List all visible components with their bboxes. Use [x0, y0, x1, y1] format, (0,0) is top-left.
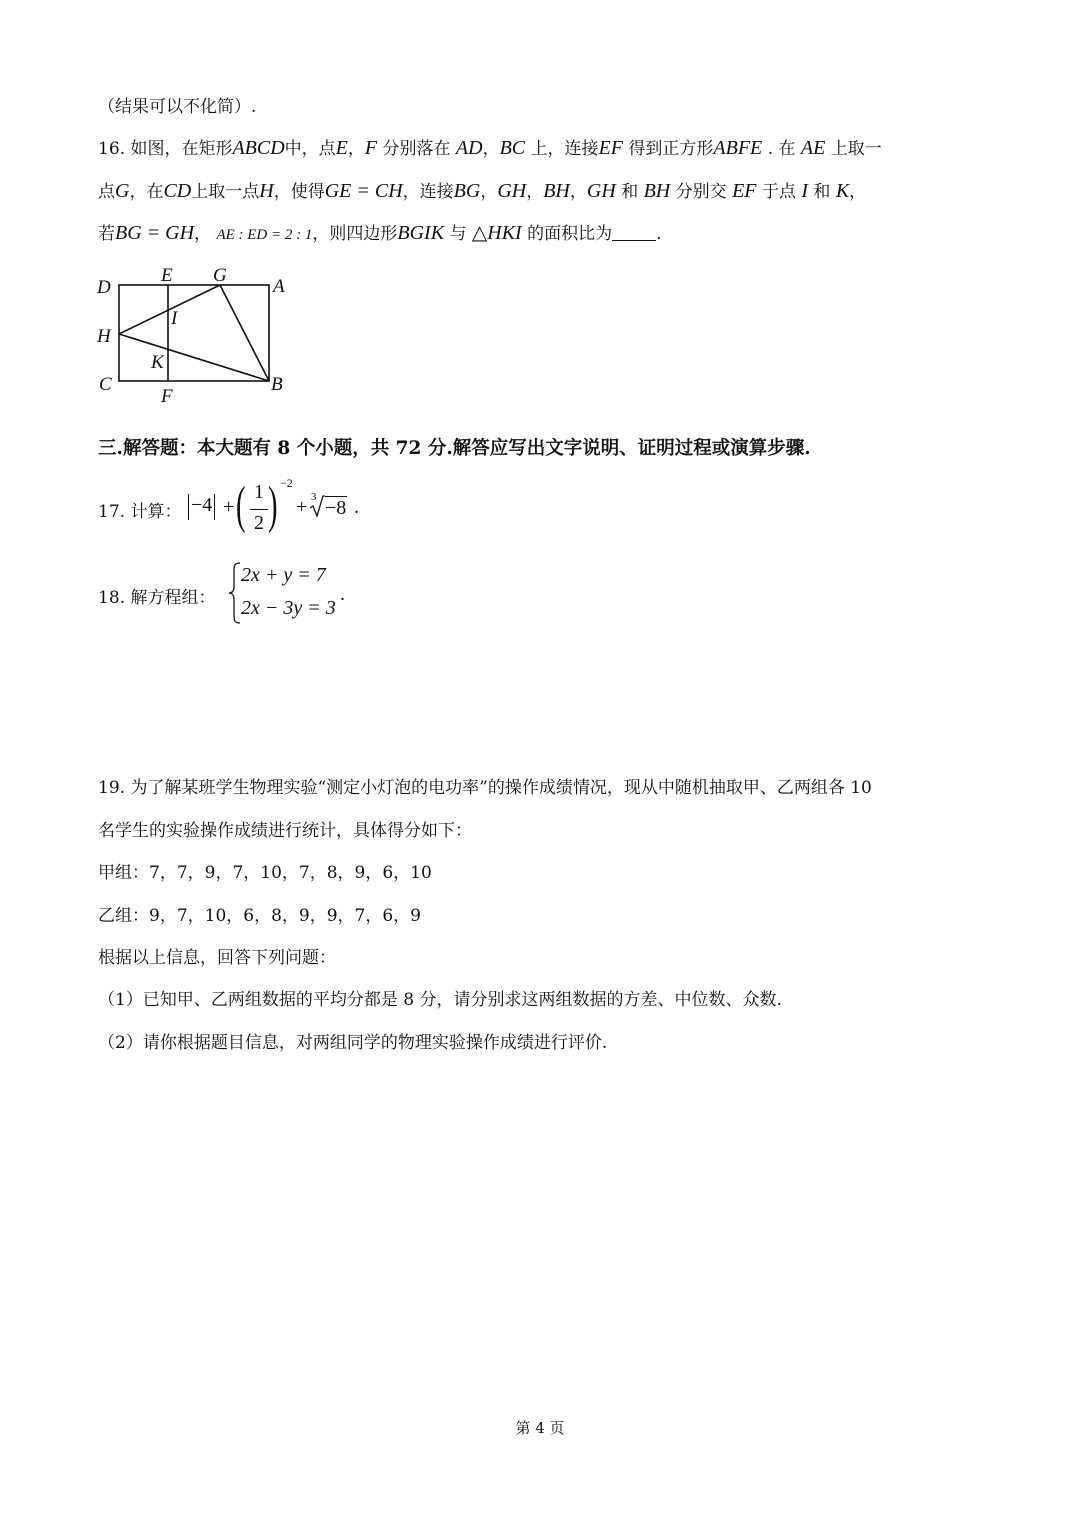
- math-term: BGIK: [397, 222, 445, 244]
- q17-frac-num: 1: [254, 481, 264, 503]
- q17-exponent: −2: [280, 476, 293, 490]
- q16-text: 上，连接: [530, 139, 599, 159]
- q16-line1: [98, 134, 882, 160]
- q19-line1: 19. 为了解某班学生物理实验“测定小灯泡的电功率”的操作成绩情况，现从中随机抽取甲、乙两组各 10: [98, 778, 872, 798]
- q16-text: 和: [813, 182, 831, 202]
- math-term: GH: [586, 180, 616, 202]
- math-term: H: [259, 180, 274, 202]
- q17-label: 计算：: [130, 502, 182, 522]
- q19-part1: （1）已知甲、乙两组数据的平均分都是 8 分，请分别求这两组数据的方差、中位数、众数.: [98, 990, 782, 1010]
- q19-group-a: 甲组：7，7，9，7，10，7，8，9，6，10: [98, 863, 432, 883]
- q16-text: ，在: [129, 182, 164, 202]
- label-e: E: [161, 265, 173, 286]
- math-term: AD: [455, 137, 483, 159]
- q19-group-b: 乙组：9，7，10，6，8，9，9，7，6，9: [98, 906, 421, 926]
- answer-blank[interactable]: [612, 224, 656, 241]
- label-h: H: [97, 326, 111, 347]
- q17-number-label: [98, 497, 181, 522]
- q17-frac-den: 2: [254, 512, 264, 534]
- q16-text: 分别落在: [382, 139, 451, 159]
- math-term: E: [335, 137, 348, 159]
- q17-radicand: −8: [325, 497, 347, 519]
- label-d: D: [97, 277, 111, 298]
- math-term: AE: [800, 137, 826, 159]
- q17-left-paren: (: [236, 477, 246, 534]
- label-b: B: [271, 374, 283, 395]
- q16-text: ，连接: [402, 182, 454, 202]
- q16-text: ，: [482, 139, 500, 159]
- q17-right-paren: ): [268, 477, 278, 534]
- page-footer: 第 4 页: [515, 1419, 565, 1437]
- math-term: AE : ED = 2 : 1: [216, 227, 313, 243]
- math-term: ABFE: [713, 137, 763, 159]
- q18-number: 18.: [98, 588, 126, 608]
- q17-frac-bar: [250, 509, 268, 510]
- q16-text: 中，点: [284, 139, 336, 159]
- q16-text: 点: [98, 182, 115, 202]
- q16-text: ，使得: [273, 182, 325, 202]
- math-term: EF: [732, 180, 757, 202]
- math-term: BC: [499, 137, 526, 159]
- q19-prompt: 根据以上信息，回答下列问题：: [98, 948, 336, 968]
- q16-text: .: [656, 224, 662, 244]
- label-a: A: [273, 276, 285, 297]
- q16-number: 16.: [98, 139, 126, 159]
- segment-hb: [119, 334, 269, 381]
- q15-tail: （结果可以不化简）.: [98, 97, 257, 117]
- math-term: EF: [598, 137, 623, 159]
- math-term: BH: [643, 180, 671, 202]
- math-term: F: [364, 137, 378, 159]
- q16-text: 分别交: [675, 182, 727, 202]
- math-term: G: [115, 180, 130, 202]
- q16-text: ，: [569, 182, 587, 202]
- q16-figure: [90, 262, 300, 407]
- q16-text: ，: [347, 139, 365, 159]
- segment-gb: [220, 285, 269, 381]
- math-term: BH: [543, 180, 570, 202]
- q18-equation-2: 2x − 3y = 3: [241, 597, 336, 619]
- q16-text: 得到正方形: [628, 139, 714, 159]
- q18-label: 解方程组：: [130, 588, 216, 608]
- math-term: BG: [453, 180, 481, 202]
- q17-root-index: 3: [311, 491, 317, 503]
- q16-text: 的面积比为: [527, 224, 613, 244]
- math-term: CD: [163, 180, 192, 202]
- q16-line2: [98, 177, 866, 203]
- section-heading: 三.解答题：本大题有 8 个小题，共 72 分.解答应写出文字说明、证明过程或演算步骤.: [98, 438, 811, 459]
- q18-number-label: [98, 583, 215, 608]
- segment-hg: [119, 285, 220, 334]
- q16-text: ，: [480, 182, 498, 202]
- rectangle-abcd: [119, 285, 269, 381]
- q17-end: .: [354, 496, 359, 518]
- q16-line3: [98, 219, 662, 245]
- q16-text: 如图，在矩形: [130, 139, 233, 159]
- q18-equation-1: 2x + y = 7: [241, 564, 326, 586]
- q16-text: 于点: [761, 182, 796, 202]
- label-g: G: [213, 265, 227, 286]
- q17-plus: +: [223, 496, 235, 518]
- q16-text: ，: [526, 182, 544, 202]
- q16-text: 和: [621, 182, 639, 202]
- q17-number: 17.: [98, 502, 126, 522]
- q17-abs-value: [188, 494, 215, 520]
- math-term: ABCD: [232, 137, 285, 159]
- q19-part2: （2）请你根据题目信息，对两组同学的物理实验操作成绩进行评价.: [98, 1033, 608, 1053]
- q16-text: ，则四边形: [312, 224, 398, 244]
- radical-sign-icon: [309, 495, 325, 519]
- label-i: I: [171, 308, 178, 329]
- q16-text: 上取一: [830, 139, 882, 159]
- q16-text: ，: [849, 182, 867, 202]
- label-f: F: [161, 386, 173, 407]
- q16-text: 与: [449, 224, 467, 244]
- q18-end: .: [340, 583, 345, 605]
- q17-plus: +: [296, 496, 308, 518]
- label-k: K: [151, 352, 164, 373]
- q16-text: 上取一点: [191, 182, 260, 202]
- math-term: GE = CH: [324, 180, 403, 202]
- label-c: C: [99, 374, 112, 395]
- left-brace-icon: [228, 562, 242, 624]
- q19-line2: 名学生的实验操作成绩进行统计，具体得分如下：: [98, 821, 472, 841]
- q16-text: 若: [98, 224, 115, 244]
- q16-text: . 在: [767, 139, 796, 159]
- math-term: GH: [497, 180, 527, 202]
- math-term: I: [801, 180, 808, 202]
- math-term: K: [835, 180, 850, 202]
- math-term: BG = GH: [115, 222, 195, 244]
- q16-text: ，: [194, 224, 212, 244]
- math-term: △HKI: [471, 222, 522, 244]
- q17-abs-content: −4: [191, 494, 213, 516]
